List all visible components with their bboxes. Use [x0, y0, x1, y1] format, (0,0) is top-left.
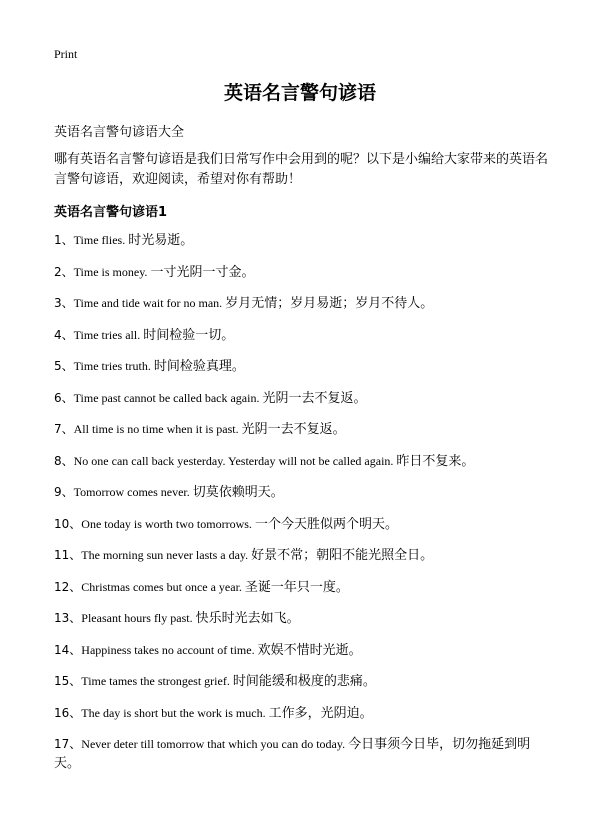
quote-item [54, 483, 554, 515]
quote-chinese: 圣诞一年只一度。 [244, 579, 349, 595]
quote-english: Tomorrow comes never. [73, 485, 193, 499]
quote-number: 10、 [54, 516, 82, 531]
intro-paragraph: 哪有英语名言警句谚语是我们日常写作中会用到的呢？以下是小编给大家带来的英语名言警句谚语，欢迎阅读，希望对你有帮助！ [54, 152, 549, 187]
quote-number: 14、 [54, 642, 82, 657]
quote-chinese: 昨日不复来。 [396, 453, 475, 469]
quote-item [54, 546, 554, 578]
quote-item [54, 578, 554, 610]
page-title: 英语名言警句谚语 [223, 82, 376, 104]
quote-english: Time and tide wait for no man. [73, 296, 226, 310]
quote-chinese: 欢娱不惜时光逝。 [257, 642, 362, 658]
print-link[interactable]: Print [54, 47, 78, 61]
quote-item [54, 389, 554, 421]
quote-chinese: 时光易逝。 [128, 233, 194, 248]
quote-number: 16、 [54, 705, 82, 720]
quote-list [54, 231, 554, 773]
quote-english: Time tries truth. [73, 359, 154, 373]
quote-english: Time past cannot be called back again. [73, 390, 263, 405]
quote-item [54, 294, 554, 326]
quote-english: No one can call back yesterday. Yesterday will not be called again. [73, 453, 397, 468]
quote-item [54, 641, 554, 673]
quote-chinese: 时间检验一切。 [143, 327, 235, 343]
quote-item [54, 735, 554, 773]
quote-number: 3、 [54, 296, 74, 310]
quote-english: Never deter till tomorrow that which you can do today. [81, 737, 349, 751]
quote-item [54, 263, 554, 295]
quote-chinese: 光阴一去不复返。 [262, 390, 367, 406]
quote-item [54, 452, 554, 484]
section-heading: 英语名言警句谚语1 [54, 205, 168, 220]
quote-english: One today is worth two tomorrows. [81, 516, 255, 531]
quote-number: 15、 [54, 674, 82, 688]
quote-item [54, 357, 554, 389]
quote-number: 2、 [54, 264, 74, 279]
quote-item [54, 672, 554, 704]
quote-item [54, 326, 554, 358]
quote-number: 12、 [54, 579, 82, 594]
quote-chinese: 快乐时光去如飞。 [195, 611, 300, 626]
quote-chinese: 岁月无情；岁月易逝；岁月不待人。 [225, 296, 434, 311]
subtitle: 英语名言警句谚语大全 [54, 125, 185, 140]
quote-english: Time flies. [73, 233, 129, 247]
quote-number: 6、 [54, 390, 74, 405]
quote-number: 13、 [54, 611, 82, 625]
quote-english: The day is short but the work is much. [81, 705, 269, 720]
quote-english: All time is no time when it is past. [73, 422, 242, 436]
quote-number: 7、 [54, 422, 74, 436]
quote-number: 1、 [54, 233, 74, 247]
quote-english: Pleasant hours fly past. [81, 611, 196, 625]
quote-english: Happiness takes no account of time. [81, 642, 258, 657]
quote-chinese: 一寸光阴一寸金。 [150, 264, 255, 280]
quote-chinese: 时间检验真理。 [153, 359, 245, 374]
quote-chinese: 今日事须今日毕，切勿拖延到明天。 [54, 737, 531, 771]
quote-chinese: 一个今天胜似两个明天。 [254, 516, 398, 532]
quote-item [54, 515, 554, 547]
quote-english: Christmas comes but once a year. [81, 579, 245, 594]
quote-english: Time tames the strongest grief. [81, 674, 233, 688]
quote-chinese: 工作多，光阴迫。 [268, 705, 373, 721]
quote-number: 11、 [54, 548, 82, 562]
quote-number: 5、 [54, 359, 74, 373]
quote-english: Time tries all. [73, 327, 144, 342]
quote-chinese: 好景不常；朝阳不能光照全日。 [251, 548, 434, 563]
quote-chinese: 光阴一去不复返。 [241, 422, 346, 437]
quote-item [54, 704, 554, 736]
quote-number: 4、 [54, 327, 74, 342]
quote-english: Time is money. [73, 264, 151, 279]
quote-item [54, 420, 554, 452]
quote-number: 17、 [54, 737, 82, 751]
quote-chinese: 时间能缓和极度的悲痛。 [232, 674, 376, 689]
quote-chinese: 切莫依赖明天。 [192, 485, 284, 500]
quote-item [54, 231, 554, 263]
quote-english: The morning sun never lasts a day. [81, 548, 252, 562]
quote-number: 9、 [54, 485, 74, 499]
quote-number: 8、 [54, 453, 74, 468]
quote-item [54, 609, 554, 641]
